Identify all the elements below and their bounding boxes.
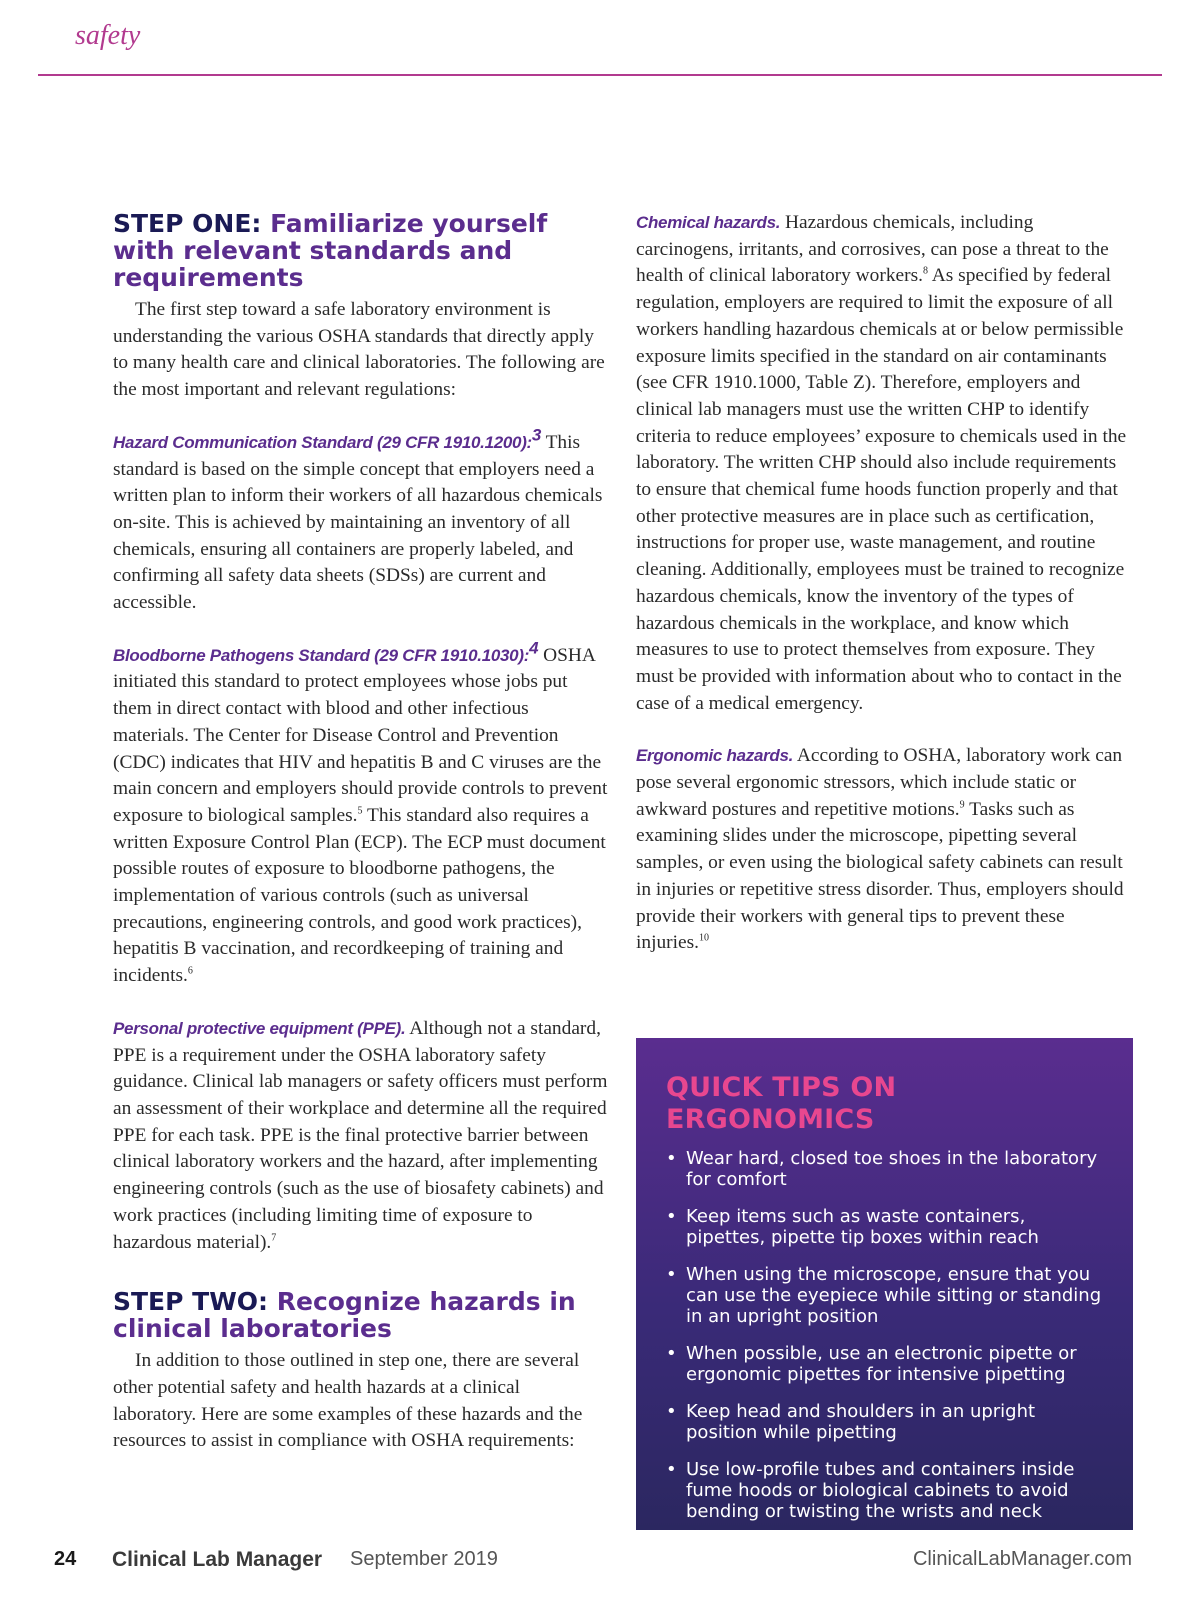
step-two-title: Recognize hazards in clinical laboratories [113, 1287, 576, 1344]
left-column [113, 210, 608, 1455]
bloodborne-pathogens-text-a: OSHA initiated this standard to protect employees whose jobs put them in direct contact with blood and other infectious materials. The Center for Disease Control and Prevention (CDC) indicates that HIV and hepatitis B and C viruses are the main concern and employers should provide controls to prevent exposure to biological samples. [113, 644, 608, 826]
right-column [636, 210, 1132, 957]
footnote-ref: 7 [271, 1232, 277, 1244]
footnote-ref: 6 [187, 965, 193, 977]
footnote-ref: 10 [699, 932, 710, 944]
tip-text: When using the microscope, ensure that you can use the eyepiece while sitting or standing in an upright position [686, 1264, 1102, 1327]
hazard-communication-text: This standard is based on the simple concept that employers need a written plan to inform their workers of all hazardous chemicals on-site. This is achieved by maintaining an inventory of all chemicals, ensuring all containers are properly labeled, and confirming all safety data sheets (SDSs) are current and accessible. [113, 431, 603, 614]
bloodborne-pathogens-paragraph [113, 638, 608, 990]
tip-text: When possible, use an electronic pipette or ergonomic pipettes for intensive pipetting [686, 1343, 1077, 1385]
ergonomic-hazards-text-a: According to OSHA, laboratory work can pose several ergonomic stressors, which include static or awkward postures and repetitive motions. [636, 745, 1123, 820]
step-one-heading [113, 210, 608, 291]
bullet-icon: • [666, 1148, 677, 1169]
website-url: ClinicalLabManager.com [912, 1548, 1132, 1570]
footnote-ref: 4 [529, 638, 539, 658]
tip-item [666, 1401, 1103, 1443]
footnote-ref: 3 [531, 425, 542, 445]
bloodborne-pathogens-lead: Bloodborne Pathogens Standard (29 CFR 1910.1030): [113, 645, 530, 665]
step-two-label: STEP TWO: [113, 1287, 269, 1317]
publication-name: Clinical Lab Manager [112, 1548, 323, 1571]
step-one-label: STEP ONE: [113, 209, 262, 238]
tip-item [666, 1343, 1103, 1385]
bloodborne-pathogens-text-b: This standard also requires a written Exposure Control Plan (ECP). The ECP must document possible routes of exposure to bloodborne pathogens, the implementation of various controls (such as universal precautions, engineering controls, and good work practices), hepatitis B vaccination, and recordkeeping of training and incidents. [113, 804, 606, 987]
bullet-icon: • [666, 1459, 677, 1480]
tip-item [666, 1264, 1103, 1327]
footnote-ref: 8 [922, 265, 928, 277]
tip-text: Wear hard, closed toe shoes in the laboratory for comfort [686, 1148, 1098, 1190]
chemical-hazards-lead: Chemical hazards. [636, 213, 781, 232]
header-divider [38, 74, 1162, 76]
tip-item [666, 1459, 1103, 1522]
bullet-icon: • [666, 1264, 677, 1285]
quick-tips-title: QUICK TIPS ON ERGONOMICS [666, 1072, 897, 1135]
page-footer [0, 1548, 1200, 1578]
chemical-hazards-text-a: Hazardous chemicals, including carcinogens, irritants, and corrosives, can pose a threat to the health of clinical laboratory workers. [636, 212, 1109, 287]
ergonomic-hazards-lead: Ergonomic hazards. [636, 746, 794, 766]
quick-tips-box [636, 1038, 1133, 1530]
ppe-text: Although not a standard, PPE is a requirement under the OSHA laboratory safety guidance. Clinical lab managers or safety officers must perform an assessment of their workplace and determine all the required PPE for each task. PPE is the final protective barrier between clinical laboratory workers and the hazard, after implementing engineering controls (such as the use of biosafety cabinets) and work practices (including limiting time of exposure to hazardous material). [113, 1017, 608, 1253]
issue-date: September 2019 [350, 1548, 498, 1570]
tip-text: Keep items such as waste containers, pipettes, pipette tip boxes within reach [686, 1206, 1039, 1248]
hazard-communication-lead: Hazard Communication Standard (29 CFR 1910.1200): [113, 432, 532, 452]
ergonomic-hazards-text-b: Tasks such as examining slides under the microscope, pipetting several samples, or even using the biological safety cabinets can result in injuries or repetitive stress disorder. Thus, employers should provide their workers with general tips to prevent these injuries. [636, 798, 1124, 954]
step-two-intro: In addition to those outlined in step one, there are several other potential safety and health hazards at a clinical laboratory. Here are some examples of these hazards and the resources to assist in compliance with OSHA requirements: [113, 1350, 583, 1452]
ppe-lead: Personal protective equipment (PPE). [113, 1018, 406, 1038]
bullet-icon: • [666, 1401, 677, 1422]
tip-text: Keep head and shoulders in an upright position while pipetting [686, 1401, 1036, 1443]
hazard-communication-paragraph [113, 425, 608, 617]
tip-text: Use low-profile tubes and containers inside fume hoods or biological cabinets to avoid bending or twisting the wrists and neck [686, 1459, 1075, 1522]
step-one-intro: The first step toward a safe laboratory environment is understanding the various OSHA standards that directly apply to many health care and clinical laboratories. The following are the most important and relevant regulations: [113, 299, 605, 401]
quick-tips-list [666, 1148, 1103, 1522]
bullet-icon: • [666, 1343, 677, 1364]
step-one-title: Familiarize yourself with relevant standards and requirements [113, 209, 548, 292]
chemical-hazards-text-b: As specified by federal regulation, employers are required to limit the exposure of all workers handling hazardous chemicals at or below permissible exposure limits specified in the standard on air contaminants (see CFR 1910.1000, Table Z). Therefore, employers and clinical lab managers must use the written CHP to identify criteria to reduce employees’ exposure to chemicals used in the laboratory. The written CHP should also include requirements to ensure that chemical fume hoods function properly and that other protective measures are in place such as certification, instructions for proper use, waste management, and routine cleaning. Additionally, employees must be trained to recognize hazardous chemicals, know the inventory of the types of hazardous chemicals in the workplace, and know which measures to use to protect themselves from exposure. They must be provided with information about who to contact in the case of a medical emergency. [636, 265, 1127, 714]
footnote-ref: 9 [959, 799, 965, 811]
section-tag: safety [75, 20, 141, 51]
bullet-icon: • [666, 1206, 677, 1227]
page-number: 24 [54, 1548, 77, 1570]
ergonomic-hazards-paragraph [636, 743, 1132, 957]
tip-item [666, 1148, 1103, 1190]
tip-item [666, 1206, 1103, 1248]
chemical-hazards-paragraph [636, 210, 1132, 717]
footnote-ref: 5 [357, 805, 363, 817]
step-two-heading [113, 1288, 608, 1342]
ppe-paragraph [113, 1016, 608, 1256]
